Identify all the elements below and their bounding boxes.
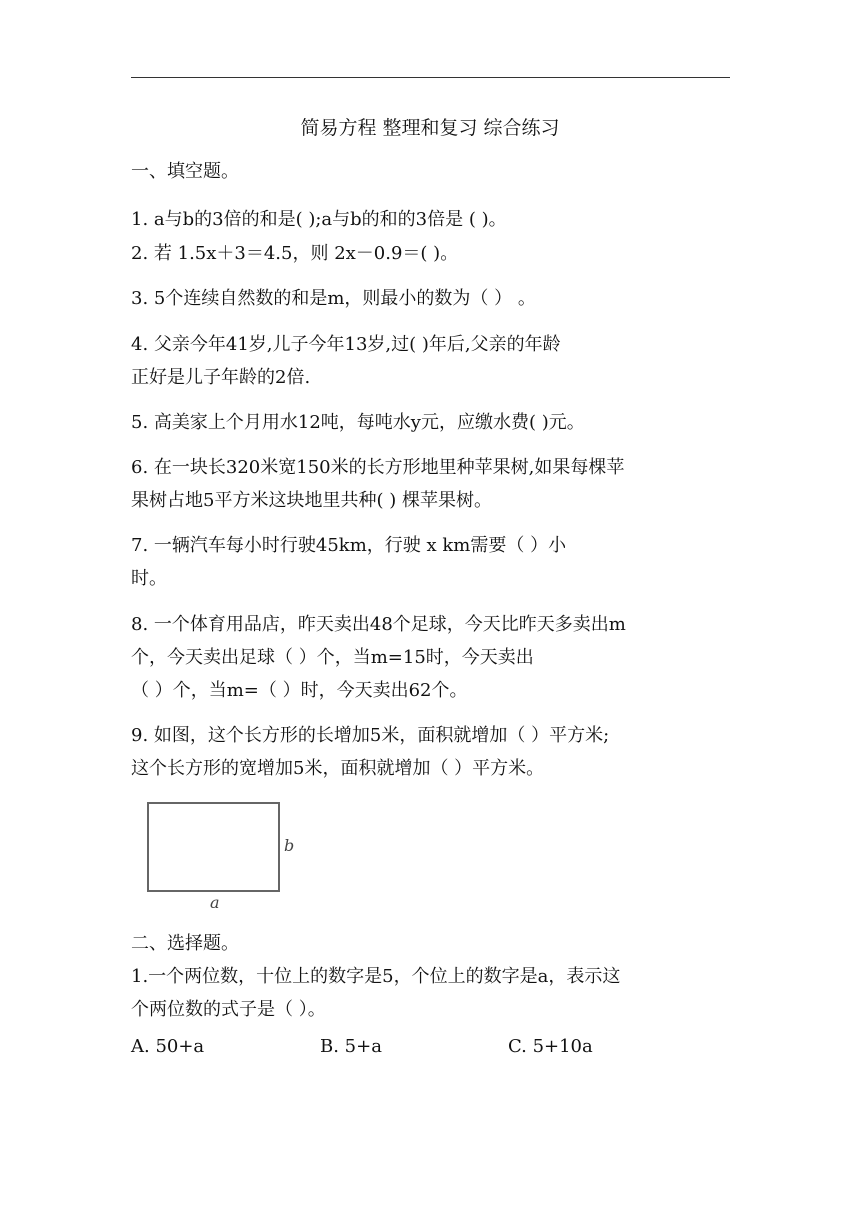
- question-line: 这个长方形的宽增加5米，面积就增加（ ）平方米。: [131, 758, 545, 779]
- question-line: （ ）个，当m=（ ）时，今天卖出62个。: [131, 680, 468, 701]
- question-line: 时。: [131, 568, 167, 589]
- question-line: 7. 一辆汽车每小时行驶45km，行驶 x km需要（ ）小: [131, 535, 567, 556]
- rectangle-figure: [140, 798, 310, 910]
- question-line: 3. 5个连续自然数的和是m，则最小的数为（ ） 。: [131, 288, 536, 309]
- option-b: B. 5+a: [320, 1036, 382, 1057]
- question-line: 个，今天卖出足球（ ）个，当m=15时，今天卖出: [131, 647, 534, 668]
- page-title: 简易方程 整理和复习 综合练习: [300, 117, 560, 139]
- rectangle-shape: [147, 802, 280, 892]
- label-a: a: [210, 893, 220, 912]
- label-b: b: [284, 836, 295, 855]
- question-line: 2. 若 1.5x＋3＝4.5，则 2x－0.9＝( )。: [131, 243, 459, 264]
- option-a: A. 50+a: [131, 1036, 205, 1057]
- question-line: 1.一个两位数，十位上的数字是5，个位上的数字是a，表示这: [131, 966, 621, 987]
- question-line: 4. 父亲今年41岁,儿子今年13岁,过( )年后,父亲的年龄: [131, 334, 561, 355]
- option-c: C. 5+10a: [508, 1036, 593, 1057]
- question-line: 6. 在一块长320米宽150米的长方形地里种苹果树,如果每棵苹: [131, 457, 625, 478]
- question-line: 果树占地5平方米这块地里共种( ) 棵苹果树。: [131, 490, 492, 511]
- question-line: 正好是儿子年龄的2倍.: [131, 367, 311, 388]
- question-line: 9. 如图，这个长方形的长增加5米，面积就增加（ ）平方米;: [131, 725, 610, 746]
- question-line: 个两位数的式子是（ ）。: [131, 999, 326, 1020]
- question-line: 1. a与b的3倍的和是( );a与b的和的3倍是 ( )。: [131, 209, 507, 230]
- question-line: 8. 一个体育用品店，昨天卖出48个足球，今天比昨天多卖出m: [131, 614, 626, 635]
- section-heading-fill-blanks: 一、填空题。: [131, 161, 239, 182]
- section-heading-multiple-choice: 二、选择题。: [131, 933, 239, 954]
- question-line: 5. 高美家上个月用水12吨，每吨水y元，应缴水费( )元。: [131, 412, 585, 433]
- header-rule: [131, 77, 730, 78]
